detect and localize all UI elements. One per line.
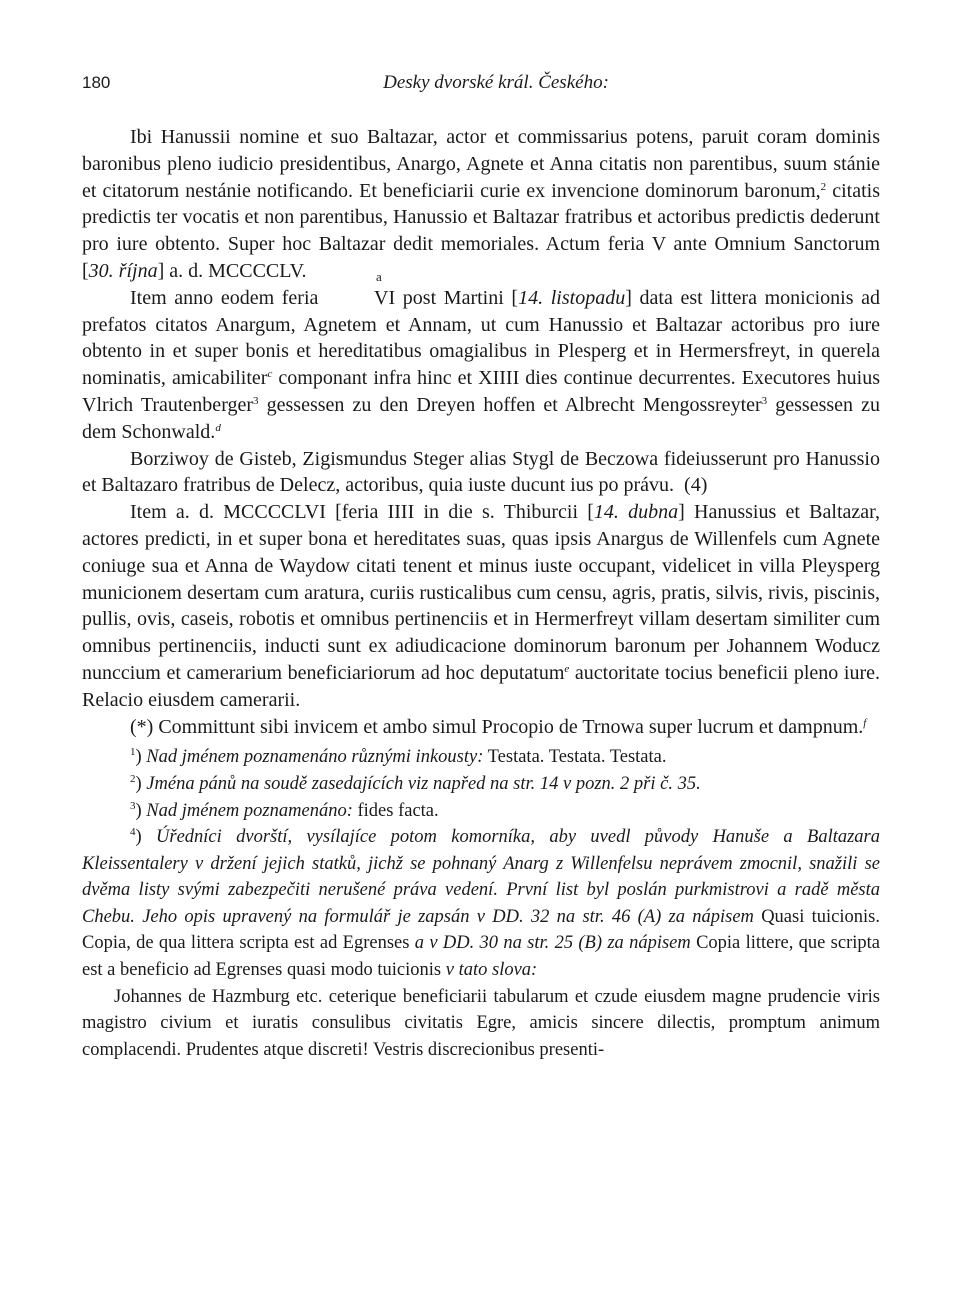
footnote-3: $^3$) Nad jménem poznamenáno: fides facta. — [130, 799, 439, 821]
footnote-ref-3: 3 — [761, 394, 768, 407]
footnote-2: $^2$) Jména pánů na soudě zasedajících viz napřed na str. 14 v pozn. 2 při č. 35. — [130, 772, 701, 794]
variant-ref-f: f — [863, 716, 867, 729]
date-italic: 30. října — [88, 259, 158, 282]
variant-ref-e: e — [564, 662, 570, 675]
date-italic: 14. dubna — [593, 501, 679, 524]
variant-mark-a: a — [376, 268, 382, 284]
page-header — [82, 66, 880, 94]
paragraph-4: Item a. d. MCCCCLVI [feria IIII in die s. Thiburcii [14. dubna] Hanussius et Baltazar, actores predicti, in et super bona et hereditates suas, quas ipsis Anargus de Willenfels cum Agnete coniuge sua et Anna de Waydow citati tenent et minus iuste occupant, videlicet in villa Pleysperg municionem desertam cum aratura, curiis rusticalibus cum censu, agris, pratis, silvis, rivis, piscinis, pullis, ovis, caseis, robotis et omnibus pertinenciis et in Hermerfreyt villam desertam similiter cum omnibus pertinenciis, inducti sunt ex adiudicacione dominorum baronum per Johannem Woducz nunccium et camerarium beneficiariorum ad hoc deputatum$^e$ auctoritate tocius beneficii pleno iure. Relacio eiusdem camerarii. — [82, 501, 880, 711]
date-italic: 14. listopadu — [518, 286, 626, 309]
footnotes — [82, 744, 880, 1063]
page-number: 180 — [82, 73, 111, 92]
footnote-ref-2: 2 — [820, 180, 827, 193]
footnote-4: $^4$) Úředníci dvorští, vysílajíce potom komorníka, aby uvedl původy Hanuše a Baltazara Kleissentalery v držení jejich statků, jichž se pohnaný Anarg z Willenfelsu neprávem zmocnil, snažili se dvěma listy svými zabezpečiti nerušené práva vedení. První list byl poslán purkmistrovi a radě města Chebu. Jeho opis upravený na formulář je zapsán v DD. 32 na str. 46 (A) za nápisem Quasi tuicionis. Copia, de qua littera scripta est ad Egrenses a v DD. 30 na str. 25 (B) za nápisem Copia littere, que scripta est a beneficio ad Egrenses quasi modo tuicionis v tato slova: — [82, 826, 880, 981]
footnote-1: $^1$) Nad jménem poznamenáno různými inkousty: Testata. Testata. Testata. — [130, 746, 667, 768]
variant-ref-d: d — [215, 421, 221, 434]
paragraph-5: (*) Committunt sibi invicem et ambo simul Procopio de Trnowa super lucrum et dampnum.$^f$ — [130, 715, 867, 738]
paragraph-2: Item anno eodem feria a VI post Martini [14. listopadu] data est littera monicionis ad prefatos citatos Anargum, Agnetem et Annam, ut cum Hanussio et Baltazar actoribus pro iure obtento in et super bonis et hereditatibus omagialibus in Plesperg et in Hermersfreyt, in querela nominatis, amicabiliter$^c$ componant infra hinc et XIIII dies continue decurrentes. Executores huius Vlrich Trautenberger$^3$ gessessen zu den Dreyen hoffen et Albrecht Mengossreyter$^3$ gessessen zu dem Schonwald.$^d$ — [82, 268, 881, 443]
document-page — [82, 66, 880, 1063]
footnote-ref-4: (4) — [684, 474, 708, 497]
paragraph-3: Borziwoy de Gisteb, Zigismundus Steger alias Stygl de Beczowa fideiusserunt pro Hanussio et Baltazaro fratribus de Delecz, actoribus, quia iuste ducunt ius po právu. (4) — [82, 447, 880, 497]
feria-number: a VI — [326, 285, 395, 312]
footnote-4-continuation: Johannes de Hazmburg etc. ceterique beneficiarii tabularum et czude eiusdem magne prudencie viris magistro civium et iuratis consulibus civitatis Egre, amicis sincere dilectis, promptum animum complacendi. Prudentes atque discreti! Vestris discrecionibus presenti- — [82, 986, 880, 1060]
paragraph-1: Ibi Hanussii nomine et suo Baltazar, actor et commissarius potens, paruit coram dominis baronibus pleno iudicio presidentibus, Anargo, Agnete et Anna citatis non parentibus, suum stánie et citatorum nestánie notificando. Et beneficiarii curie ex invencione dominorum baronum,$^2$ citatis predictis ter vocatis et non parentibus, Hanussio et Baltazar fratribus et actoribus predictis dederunt pro iure obtento. Super hoc Baltazar dedit memoriales. Actum feria V ante Omnium Sanctorum [30. října] a. d. MCCCCLV. — [82, 126, 880, 282]
variant-ref-c: c — [267, 368, 273, 381]
footnote-ref-3: 3 — [253, 394, 259, 407]
running-title: Desky dvorské král. Českého: — [383, 72, 609, 93]
